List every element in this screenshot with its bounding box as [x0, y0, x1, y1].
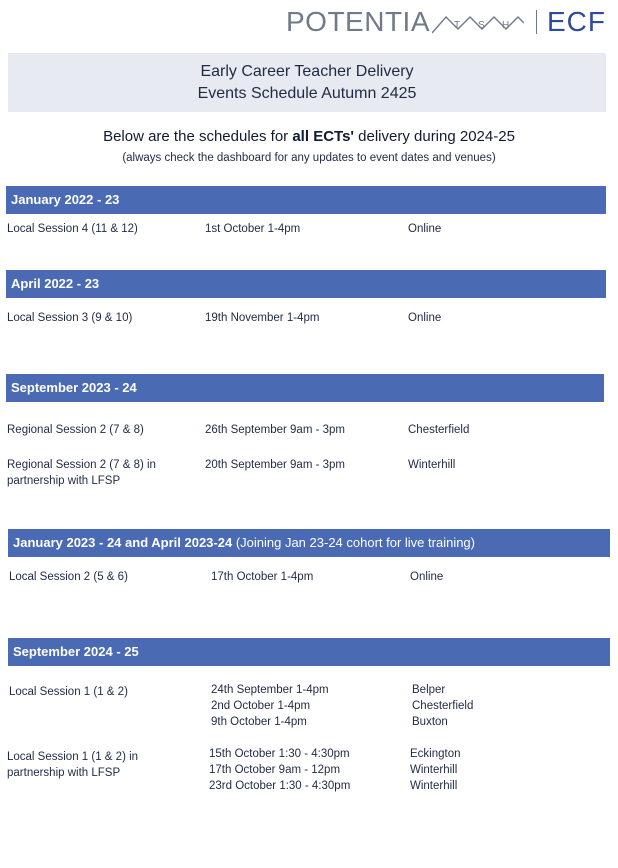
session-name: Local Session 4 (11 & 12) [7, 223, 138, 235]
subnote: (always check the dashboard for any updates to event dates and venues) [122, 152, 496, 164]
logo-letter-s: S [478, 20, 485, 31]
session-name-line-2: partnership with LFSP [7, 767, 121, 779]
session-date: 15th October 1:30 - 4:30pm [209, 748, 350, 760]
intro-text [0, 128, 618, 145]
session-name [7, 457, 156, 489]
session-venue: Winterhill [410, 764, 458, 776]
session-date: 23rd October 1:30 - 4:30pm [209, 780, 351, 792]
section-heading: April 2022 - 23 [6, 270, 606, 298]
potentia-ecf-logo [286, 6, 606, 38]
section-heading-main: January 2023 - 24 and April 2023-24 [13, 535, 233, 550]
logo-word: POTENTIA [285, 6, 430, 37]
session-date: 24th September 1-4pm [211, 684, 329, 696]
session-name: Local Session 3 (9 & 10) [7, 312, 133, 324]
session-date: 9th October 1-4pm [211, 716, 307, 728]
session-venues [412, 682, 473, 730]
session-venue: Chesterfield [408, 424, 470, 436]
section-heading-note: (Joining Jan 23-24 cohort for live training) [232, 535, 475, 550]
session-dates [211, 682, 329, 730]
session-name-line-1: Regional Session 2 (7 & 8) in [7, 459, 156, 471]
title-box [8, 53, 606, 112]
session-venue: Buxton [412, 716, 448, 728]
session-date: 20th September 9am - 3pm [205, 459, 345, 471]
intro-before: Below are the schedules for [103, 128, 293, 145]
session-date: 26th September 9am - 3pm [205, 424, 345, 436]
logo-ecf: ECF [547, 6, 606, 37]
session-date: 17th October 9am - 12pm [209, 764, 341, 776]
session-venue: Belper [412, 684, 446, 696]
title-line-2: Events Schedule Autumn 2425 [197, 85, 417, 102]
session-venue: Winterhill [410, 780, 458, 792]
session-date: 2nd October 1-4pm [211, 700, 311, 712]
session-name: Regional Session 2 (7 & 8) [7, 424, 144, 436]
session-dates [209, 746, 350, 794]
session-venues [410, 746, 461, 794]
section-heading [8, 529, 610, 557]
session-venue: Chesterfield [412, 700, 474, 712]
logo-letter-h: H [502, 20, 510, 31]
session-venue: Online [410, 571, 444, 583]
session-venue: Eckington [410, 748, 461, 760]
title-line-1: Early Career Teacher Delivery [200, 63, 414, 80]
session-name: Local Session 2 (5 & 6) [9, 571, 128, 583]
session-name [7, 749, 138, 781]
section-heading: September 2023 - 24 [6, 374, 604, 402]
session-venue: Winterhill [408, 459, 456, 471]
logo-divider [536, 10, 537, 34]
session-date: 1st October 1-4pm [205, 223, 301, 235]
intro-after: delivery during 2024-25 [353, 128, 515, 145]
session-name-line-2: partnership with LFSP [7, 475, 121, 487]
logo-letter-t: T [454, 20, 461, 31]
intro-bold: all ECTs' [292, 128, 354, 145]
session-venue: Online [408, 312, 442, 324]
session-date: 17th October 1-4pm [211, 571, 314, 583]
session-name: Local Session 1 (1 & 2) [9, 686, 128, 698]
section-heading: September 2024 - 25 [8, 638, 610, 666]
logo-roofs-icon [432, 9, 524, 35]
session-venue: Online [408, 223, 442, 235]
session-date: 19th November 1-4pm [205, 312, 320, 324]
section-heading: January 2022 - 23 [6, 186, 606, 214]
session-name-line-1: Local Session 1 (1 & 2) in [7, 751, 139, 763]
